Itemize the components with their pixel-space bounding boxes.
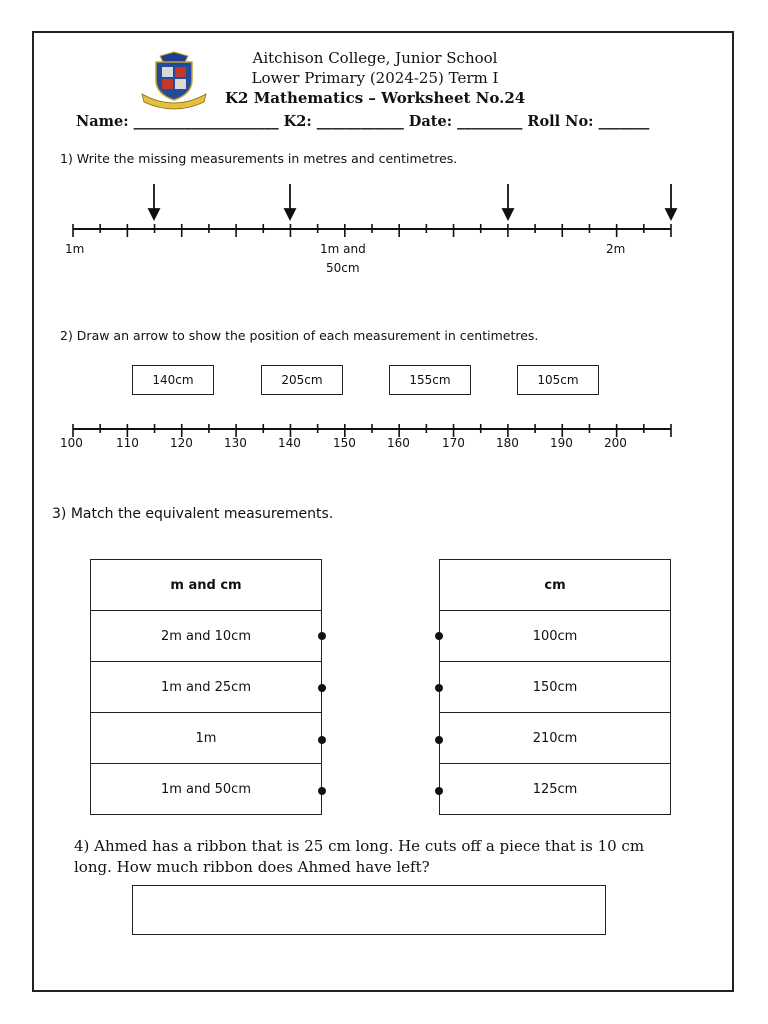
question-4-prompt: 4) Ahmed has a ribbon that is 25 cm long. He cuts off a piece that is 10 cm long. How much ribbon does Ahmed have left? (74, 837, 645, 876)
left-measurements-table (90, 559, 322, 815)
match-dot-left-4[interactable] (318, 787, 326, 795)
label-50cm: 50cm (326, 261, 360, 275)
right-cell-2: 150cm (440, 662, 671, 713)
tick-label-100: 100 (60, 436, 83, 450)
match-dot-right-3[interactable] (435, 736, 443, 744)
match-dot-right-1[interactable] (435, 632, 443, 640)
term-title: Lower Primary (2024-25) Term I (251, 69, 499, 87)
match-dot-left-1[interactable] (318, 632, 326, 640)
left-table-header: m and cm (91, 560, 322, 611)
right-cell-4: 125cm (440, 764, 671, 815)
right-cell-1: 100cm (440, 611, 671, 662)
measurement-box-140cm: 140cm (132, 365, 214, 395)
tick-label-160: 160 (387, 436, 410, 450)
right-measurements-table (439, 559, 671, 815)
tick-label-200: 200 (604, 436, 627, 450)
tick-label-190: 190 (550, 436, 573, 450)
label-1m-and: 1m and (320, 242, 366, 256)
left-cell-3: 1m (91, 713, 322, 764)
left-cell-4: 1m and 50cm (91, 764, 322, 815)
match-dot-right-2[interactable] (435, 684, 443, 692)
label-2m: 2m (606, 242, 626, 256)
tick-label-150: 150 (333, 436, 356, 450)
tick-label-130: 130 (224, 436, 247, 450)
question-2-prompt: 2) Draw an arrow to show the position of each measurement in centimetres. (60, 328, 539, 343)
left-cell-2: 1m and 25cm (91, 662, 322, 713)
left-cell-1: 2m and 10cm (91, 611, 322, 662)
tick-label-120: 120 (170, 436, 193, 450)
match-dot-right-4[interactable] (435, 787, 443, 795)
match-dot-left-2[interactable] (318, 684, 326, 692)
school-name: Aitchison College, Junior School (252, 49, 498, 67)
answer-box[interactable] (132, 885, 606, 935)
tick-label-110: 110 (116, 436, 139, 450)
measurement-box-105cm: 105cm (517, 365, 599, 395)
worksheet-title: K2 Mathematics – Worksheet No.24 (225, 89, 526, 107)
label-1m: 1m (65, 242, 85, 256)
tick-label-170: 170 (442, 436, 465, 450)
tick-label-140: 140 (278, 436, 301, 450)
question-1-prompt: 1) Write the missing measurements in metres and centimetres. (60, 151, 458, 166)
match-dot-left-3[interactable] (318, 736, 326, 744)
tick-label-180: 180 (496, 436, 519, 450)
right-table-header: cm (440, 560, 671, 611)
right-cell-3: 210cm (440, 713, 671, 764)
student-info-fields: Name: ____________________ K2: ____________ Date: _________ Roll No: _______ (76, 113, 650, 130)
measurement-box-205cm: 205cm (261, 365, 343, 395)
question-3-prompt: 3) Match the equivalent measurements. (52, 506, 334, 522)
measurement-box-155cm: 155cm (389, 365, 471, 395)
